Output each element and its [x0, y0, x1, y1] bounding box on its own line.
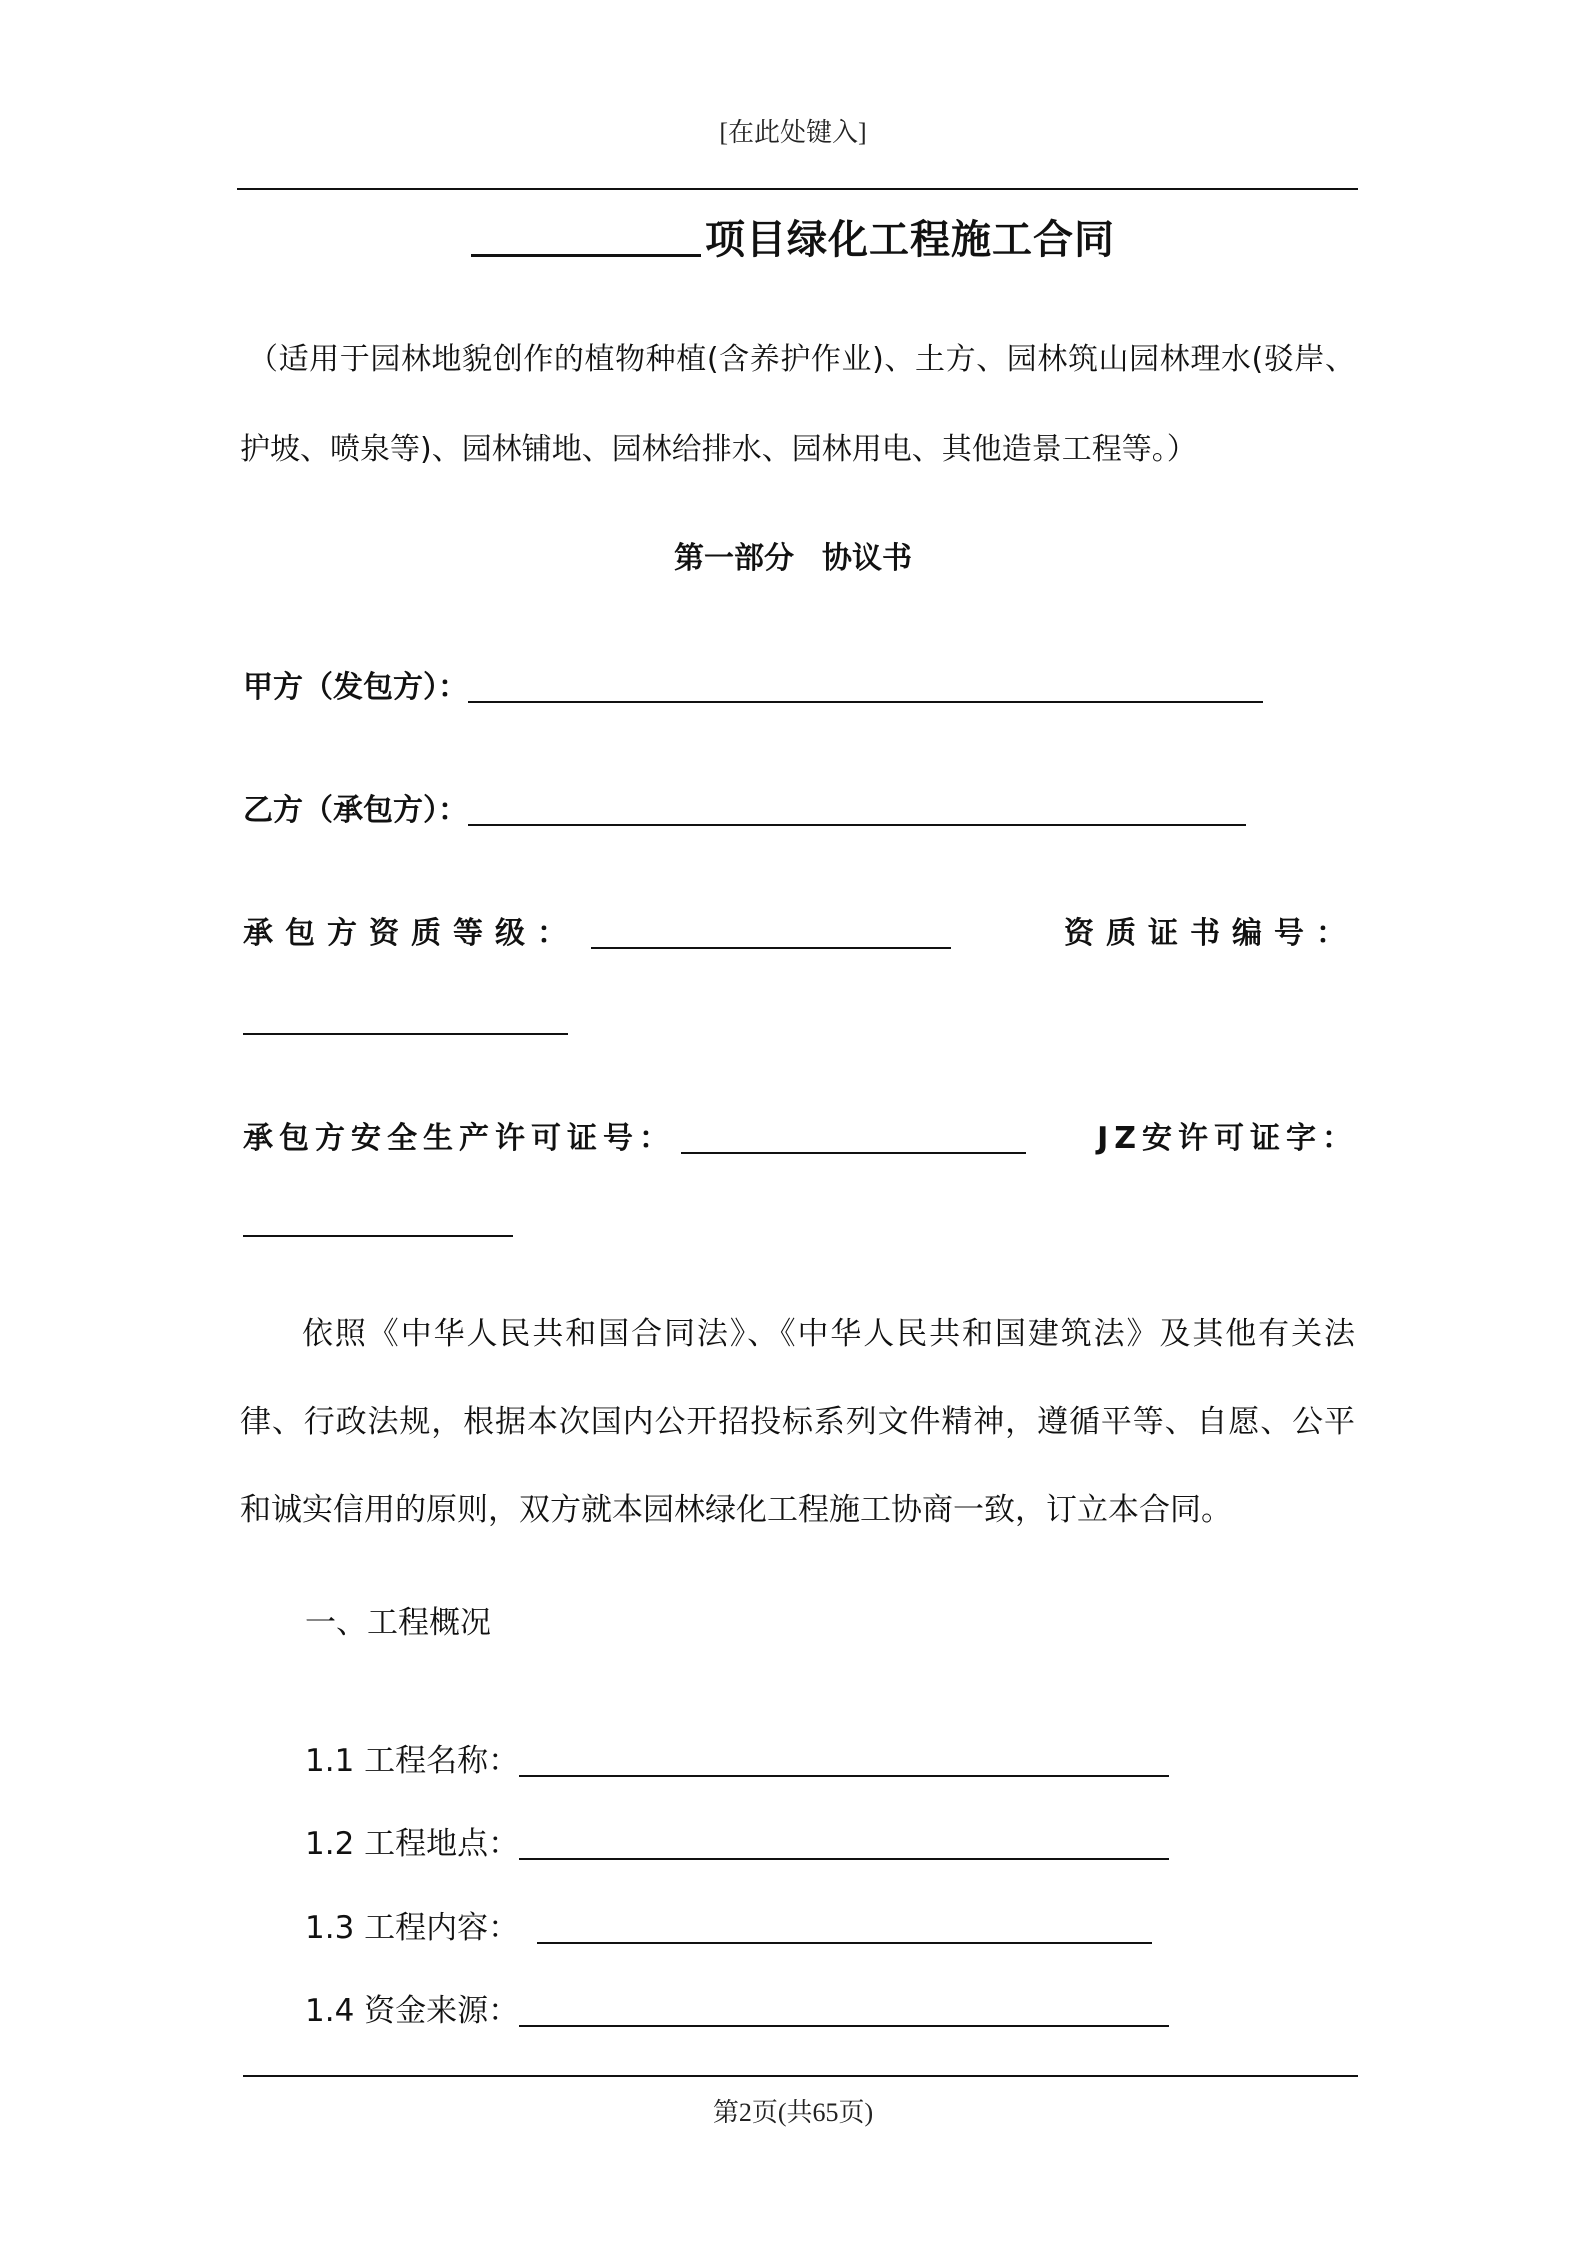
- item-blank: [519, 1745, 1169, 1777]
- item-blank: [537, 1912, 1152, 1944]
- item-project-location: [305, 1818, 1169, 1863]
- party-a-field: [243, 662, 1263, 706]
- party-a-blank: [468, 671, 1263, 703]
- qualification-grade-blank: [591, 917, 951, 949]
- part-label: 第一部分: [674, 541, 794, 576]
- item-label: 资金来源：: [364, 1993, 520, 2029]
- item-blank: [519, 1995, 1169, 2027]
- party-b-field: [243, 785, 1246, 829]
- preamble-paragraph: 依照《中华人民共和国合同法》、《中华人民共和国建筑法》及其他有关法律、行政法规，根据本次国内公开招投标系列文件精神，遵循平等、自愿、公平和诚实信用的原则，双方就本园林绿化工程施工协商一致，订立本合同。: [240, 1316, 1355, 1528]
- part-name: 协议书: [822, 541, 912, 576]
- item-project-content: [305, 1902, 1152, 1947]
- part-one-title: [0, 533, 1586, 577]
- scope-note: （适用于园林地貌创作的植物种植(含养护作业)、土方、园林筑山园林理水(驳岸、护坡、喷泉等)、园林铺地、园林给排水、园林用电、其他造景工程等。）: [240, 342, 1355, 467]
- item-label: 工程内容：: [364, 1910, 520, 1946]
- header-rule: [237, 188, 1358, 190]
- contract-title-text: 项目绿化工程施工合同: [705, 217, 1115, 263]
- item-number: 1.3: [305, 1910, 355, 1946]
- jz-permit-blank: [243, 1205, 513, 1237]
- item-number: 1.1: [305, 1743, 355, 1779]
- party-b-label: 乙方（承包方）：: [243, 793, 468, 828]
- project-name-blank: [471, 214, 701, 257]
- item-number: 1.4: [305, 1993, 355, 2029]
- jz-permit-label: JZ安许可证字：: [1097, 1121, 1358, 1156]
- item-blank: [519, 1828, 1169, 1860]
- certificate-number-blank: [243, 1003, 568, 1035]
- safety-permit-field: [243, 1113, 1358, 1157]
- party-b-blank: [468, 794, 1246, 826]
- party-a-label: 甲方（发包方）：: [243, 670, 468, 705]
- safety-permit-blank: [681, 1122, 1026, 1154]
- item-funding-source: [305, 1985, 1169, 2030]
- page-header: [在此处键入]: [719, 118, 867, 147]
- section-one-heading: 一、工程概况: [305, 1605, 491, 1641]
- item-label: 工程名称：: [364, 1743, 520, 1779]
- item-label: 工程地点：: [364, 1826, 520, 1862]
- qualification-grade-label: 承包方资质等级：: [243, 916, 579, 951]
- contract-title: [0, 208, 1586, 265]
- footer-rule: [243, 2075, 1358, 2077]
- safety-permit-label: 承包方安全生产许可证号：: [243, 1121, 675, 1156]
- item-project-name: [305, 1735, 1169, 1780]
- item-number: 1.2: [305, 1826, 355, 1862]
- certificate-number-label: 资质证书编号：: [1064, 916, 1358, 951]
- page-footer: 第2页(共65页): [712, 2098, 874, 2127]
- qualification-field: [243, 908, 1358, 952]
